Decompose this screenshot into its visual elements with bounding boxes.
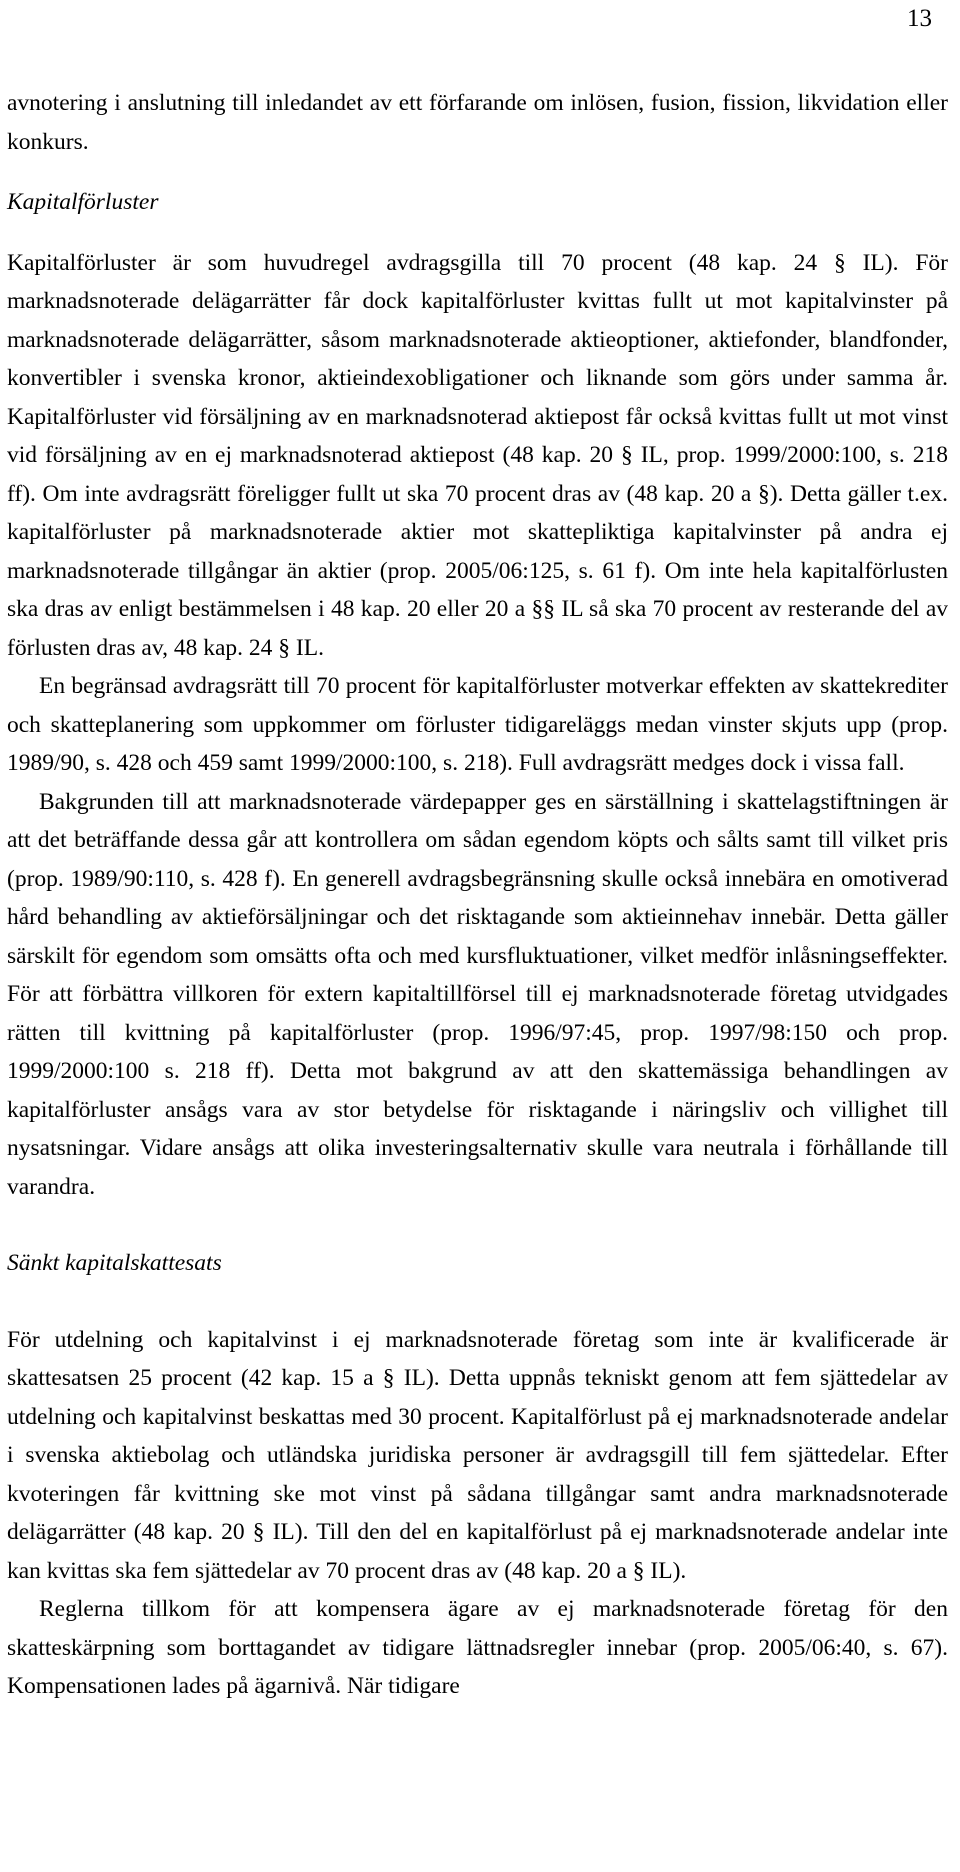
paragraph-kapitalforluster-3: Bakgrunden till att marknadsnoterade värdepapper ges en särställning i skattelagstiftningen är att det beträffande dessa går att kontrollera om sådan egendom köpts och sålts samt till vilket pris (prop. 1989/90:110, s. 428 f). En generell avdragsbegränsning skulle också innebära en omotiverad hård behandling av aktieförsäljningar och det risktagande som aktieinnehav innebär. Detta gäller särskilt för egendom som omsätts ofta och med kursfluktuationer, vilket medför inlåsningseffekter. För att förbättra villkoren för extern kapitaltillförsel till ej marknadsnoterade företag utvidgades rätten till kvittning på kapitalförluster (prop. 1996/97:45, prop. 1997/98:150 och prop. 1999/2000:100 s. 218 ff). Detta mot bakgrund av att den skattemässiga behandlingen av kapitalförluster ansågs vara av stor betydelse för risktagande i näringsliv och villighet till nysatsningar. Vidare ansågs att olika investeringsalternativ skulle vara neutrala i förhållande till varandra. — [7, 788, 948, 1200]
paragraph-kapitalskattesats-1: För utdelning och kapitalvinst i ej marknadsnoterade företag som inte är kvalificerade är skattesatsen 25 procent (42 kap. 15 a § IL). Detta uppnås tekniskt genom att fem sjättedelar av utdelning och kapitalvinst beskattas med 30 procent. Kapitalförlust på ej marknadsnoterade andelar i svenska aktiebolag och utländska juridiska personer är avdragsgill till fem sjättedelar. Efter kvoteringen får kvittning ske mot vinst på sådana tillgångar samt andra marknadsnoterade delägarrätter (48 kap. 20 § IL). Till den del en kapitalförlust på ej marknadsnoterade andelar inte kan kvittas ska fem sjättedelar av 70 procent dras av (48 kap. 20 a § IL). — [7, 1326, 948, 1584]
paragraph-kapitalforluster-1: Kapitalförluster är som huvudregel avdragsgilla till 70 procent (48 kap. 24 § IL). För marknadsnoterade delägarrätter får dock kapitalförluster kvittas fullt ut mot kapitalvinster på marknadsnoterade delägarrätter, såsom marknadsnoterade aktieoptioner, aktiefonder, blandfonder, konvertibler i svenska kronor, aktieindexobligationer och liknande som görs under samma år. Kapitalförluster vid försäljning av en marknadsnoterad aktiepost får också kvittas fullt ut mot vinst vid försäljning av en ej marknadsnoterad aktiepost (48 kap. 20 § IL, prop. 1999/2000:100, s. 218 ff). Om inte avdragsrätt föreligger fullt ut ska 70 procent dras av (48 kap. 20 a §). Detta gäller t.ex. kapitalförluster på marknadsnoterade aktier mot skattepliktiga kapitalvinster på andra ej marknadsnoterade tillgångar än aktier (prop. 2005/06:125, s. 61 f). Om inte hela kapitalförlusten ska dras av enligt bestämmelsen i 48 kap. 20 eller 20 a §§ IL så ska 70 procent av resterande del av förlusten dras av, 48 kap. 24 § IL. — [7, 249, 948, 661]
page-number: 13 — [907, 5, 932, 32]
paragraph-kapitalskattesats-2: Reglerna tillkom för att kompensera ägare av ej marknadsnoterade företag för den skatteskärpning som borttagandet av tidigare lättnadsregler innebar (prop. 2005/06:40, s. 67). Kompensationen lades på ägarnivå. När tidigare — [7, 1596, 948, 1699]
spacer — [7, 222, 948, 244]
section-heading-kapitalforluster: Kapitalförluster — [7, 189, 159, 215]
spacer — [7, 161, 948, 183]
section-heading-sankt-kapitalskattesats: Sänkt kapitalskattesats — [7, 1250, 222, 1276]
paragraph-kapitalforluster-2: En begränsad avdragsrätt till 70 procent för kapitalförluster motverkar effekten av skattekrediter och skatteplanering som uppkommer om förluster tidigareläggs medan vinster skjuts upp (prop. 1989/90, s. 428 och 459 samt 1999/2000:100, s. 218). Full avdragsrätt medges dock i vissa fall. — [7, 673, 948, 776]
intro-paragraph: avnotering i anslutning till inledandet av ett förfarande om inlösen, fusion, fission, likvidation eller konkurs. — [7, 90, 948, 155]
spacer — [7, 1206, 948, 1244]
spacer — [7, 1283, 948, 1321]
document-body — [7, 84, 948, 1706]
